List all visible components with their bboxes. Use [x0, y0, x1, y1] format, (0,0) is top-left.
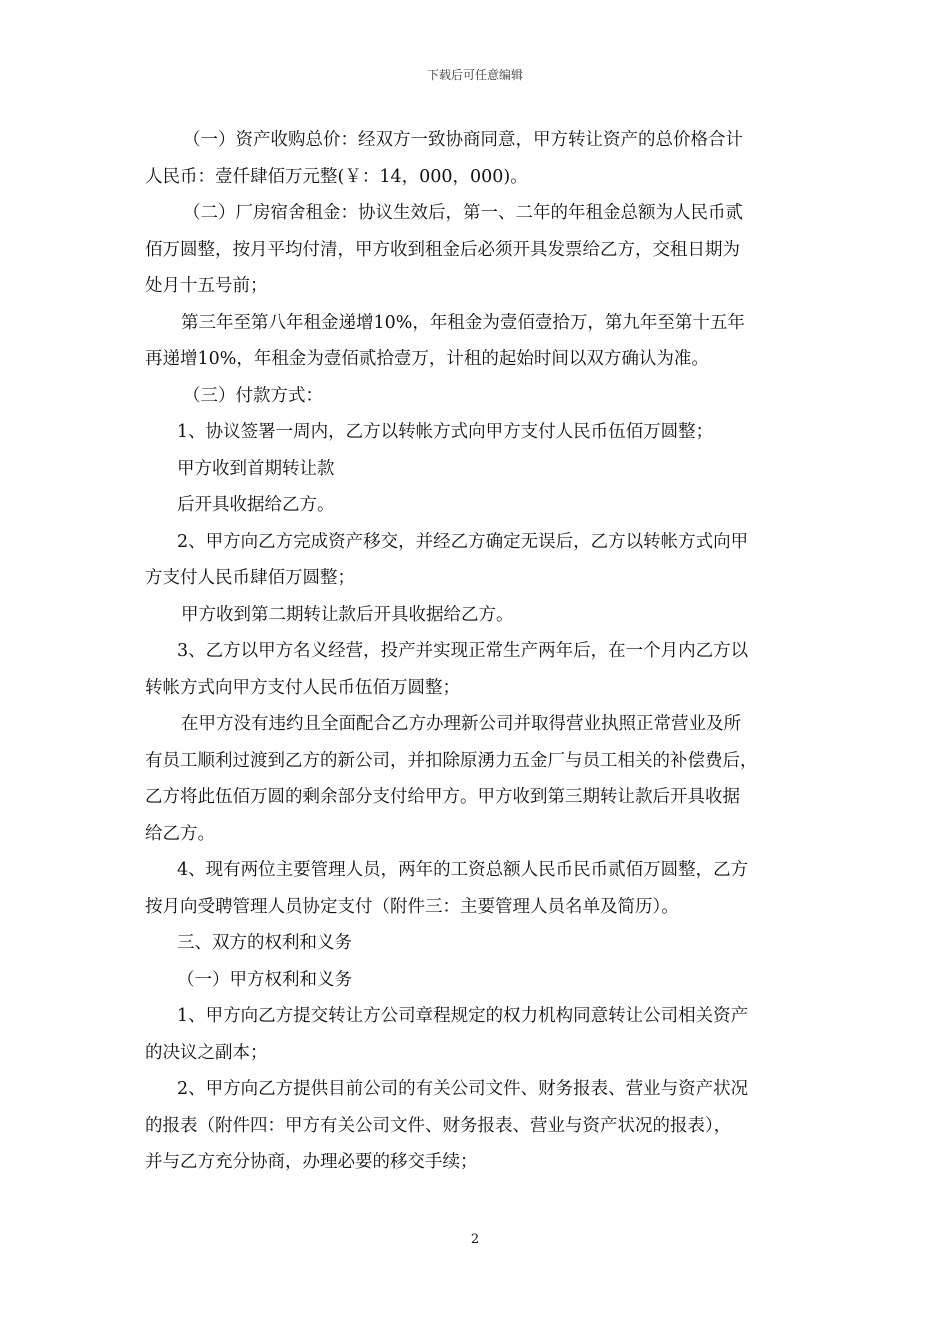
- paragraph-line: 在甲方没有违约且全面配合乙方办理新公司并取得营业执照正常营业及所: [181, 714, 741, 734]
- paragraph-line: 2、甲方向乙方完成资产移交，并经乙方确定无误后，乙方以转帐方式向甲: [177, 531, 749, 552]
- paragraph-line: （二）厂房宿舍租金：协议生效后，第一、二年的年租金总额为人民币贰: [183, 203, 743, 223]
- paragraph-line: 转帐方式向甲方支付人民币伍佰万圆整；: [145, 677, 460, 698]
- paragraph-line: 甲方收到首期转让款: [177, 458, 335, 479]
- paragraph-line: 再递增10%，年租金为壹佰贰拾壹万，计租的起始时间以双方确认为准。: [145, 349, 709, 369]
- paragraph-line: 方支付人民币肆佰万圆整；: [145, 568, 355, 588]
- paragraph-line: 处月十五号前；: [145, 276, 268, 296]
- paragraph-line: 的决议之副本；: [145, 1042, 268, 1063]
- page-number: 2: [470, 1232, 480, 1247]
- paragraph-line: 1、协议签署一周内，乙方以转帐方式向甲方支付人民币伍佰万圆整；: [177, 422, 714, 442]
- paragraph-line: 第三年至第八年租金递增10%，年租金为壹佰壹拾万，第九年至第十五年: [181, 312, 745, 333]
- paragraph-line: 后开具收据给乙方。: [177, 495, 335, 515]
- paragraph-line: （三）付款方式：: [183, 385, 323, 406]
- paragraph-line: （一）资产收购总价：经双方一致协商同意，甲方转让资产的总价格合计: [183, 130, 743, 150]
- paragraph-line: 人民币：壹仟肆佰万元整(￥：14，000，000)。: [145, 166, 528, 187]
- paragraph-line: 2、甲方向乙方提供目前公司的有关公司文件、财务报表、营业与资产状况: [177, 1079, 749, 1099]
- paragraph-line: 有员工顺利过渡到乙方的新公司，并扣除原湧力五金厂与员工相关的补偿费后，: [145, 750, 758, 771]
- paragraph-line: 佰万圆整，按月平均付清，甲方收到租金后必须开具发票给乙方，交租日期为: [145, 239, 740, 260]
- paragraph-line: 1、甲方向乙方提交转让方公司章程规定的权力机构同意转让公司相关资产: [177, 1006, 749, 1026]
- paragraph-line: 4、现有两位主要管理人员，两年的工资总额人民币民币贰佰万圆整，乙方: [177, 860, 749, 880]
- subsection-heading: （一）甲方权利和义务: [177, 969, 352, 990]
- paragraph-line: 并与乙方充分协商，办理必要的移交手续；: [145, 1152, 478, 1172]
- paragraph-line: 按月向受聘管理人员协定支付（附件三：主要管理人员名单及简历）。: [145, 896, 679, 917]
- paragraph-line: 甲方收到第二期转让款后开具收据给乙方。: [181, 604, 514, 625]
- paragraph-line: 给乙方。: [145, 823, 215, 844]
- paragraph-line: 的报表（附件四：甲方有关公司文件、财务报表、营业与资产状况的报表），: [145, 1115, 732, 1136]
- section-heading: 三、双方的权利和义务: [177, 933, 352, 953]
- document-body: [145, 122, 817, 1181]
- page-header: 下载后可任意编辑: [426, 68, 523, 82]
- paragraph-line: 乙方将此伍佰万圆的剩余部分支付给甲方。甲方收到第三期转让款后开具收据: [145, 787, 740, 807]
- paragraph-line: 3、乙方以甲方名义经营，投产并实现正常生产两年后，在一个月内乙方以: [177, 641, 749, 661]
